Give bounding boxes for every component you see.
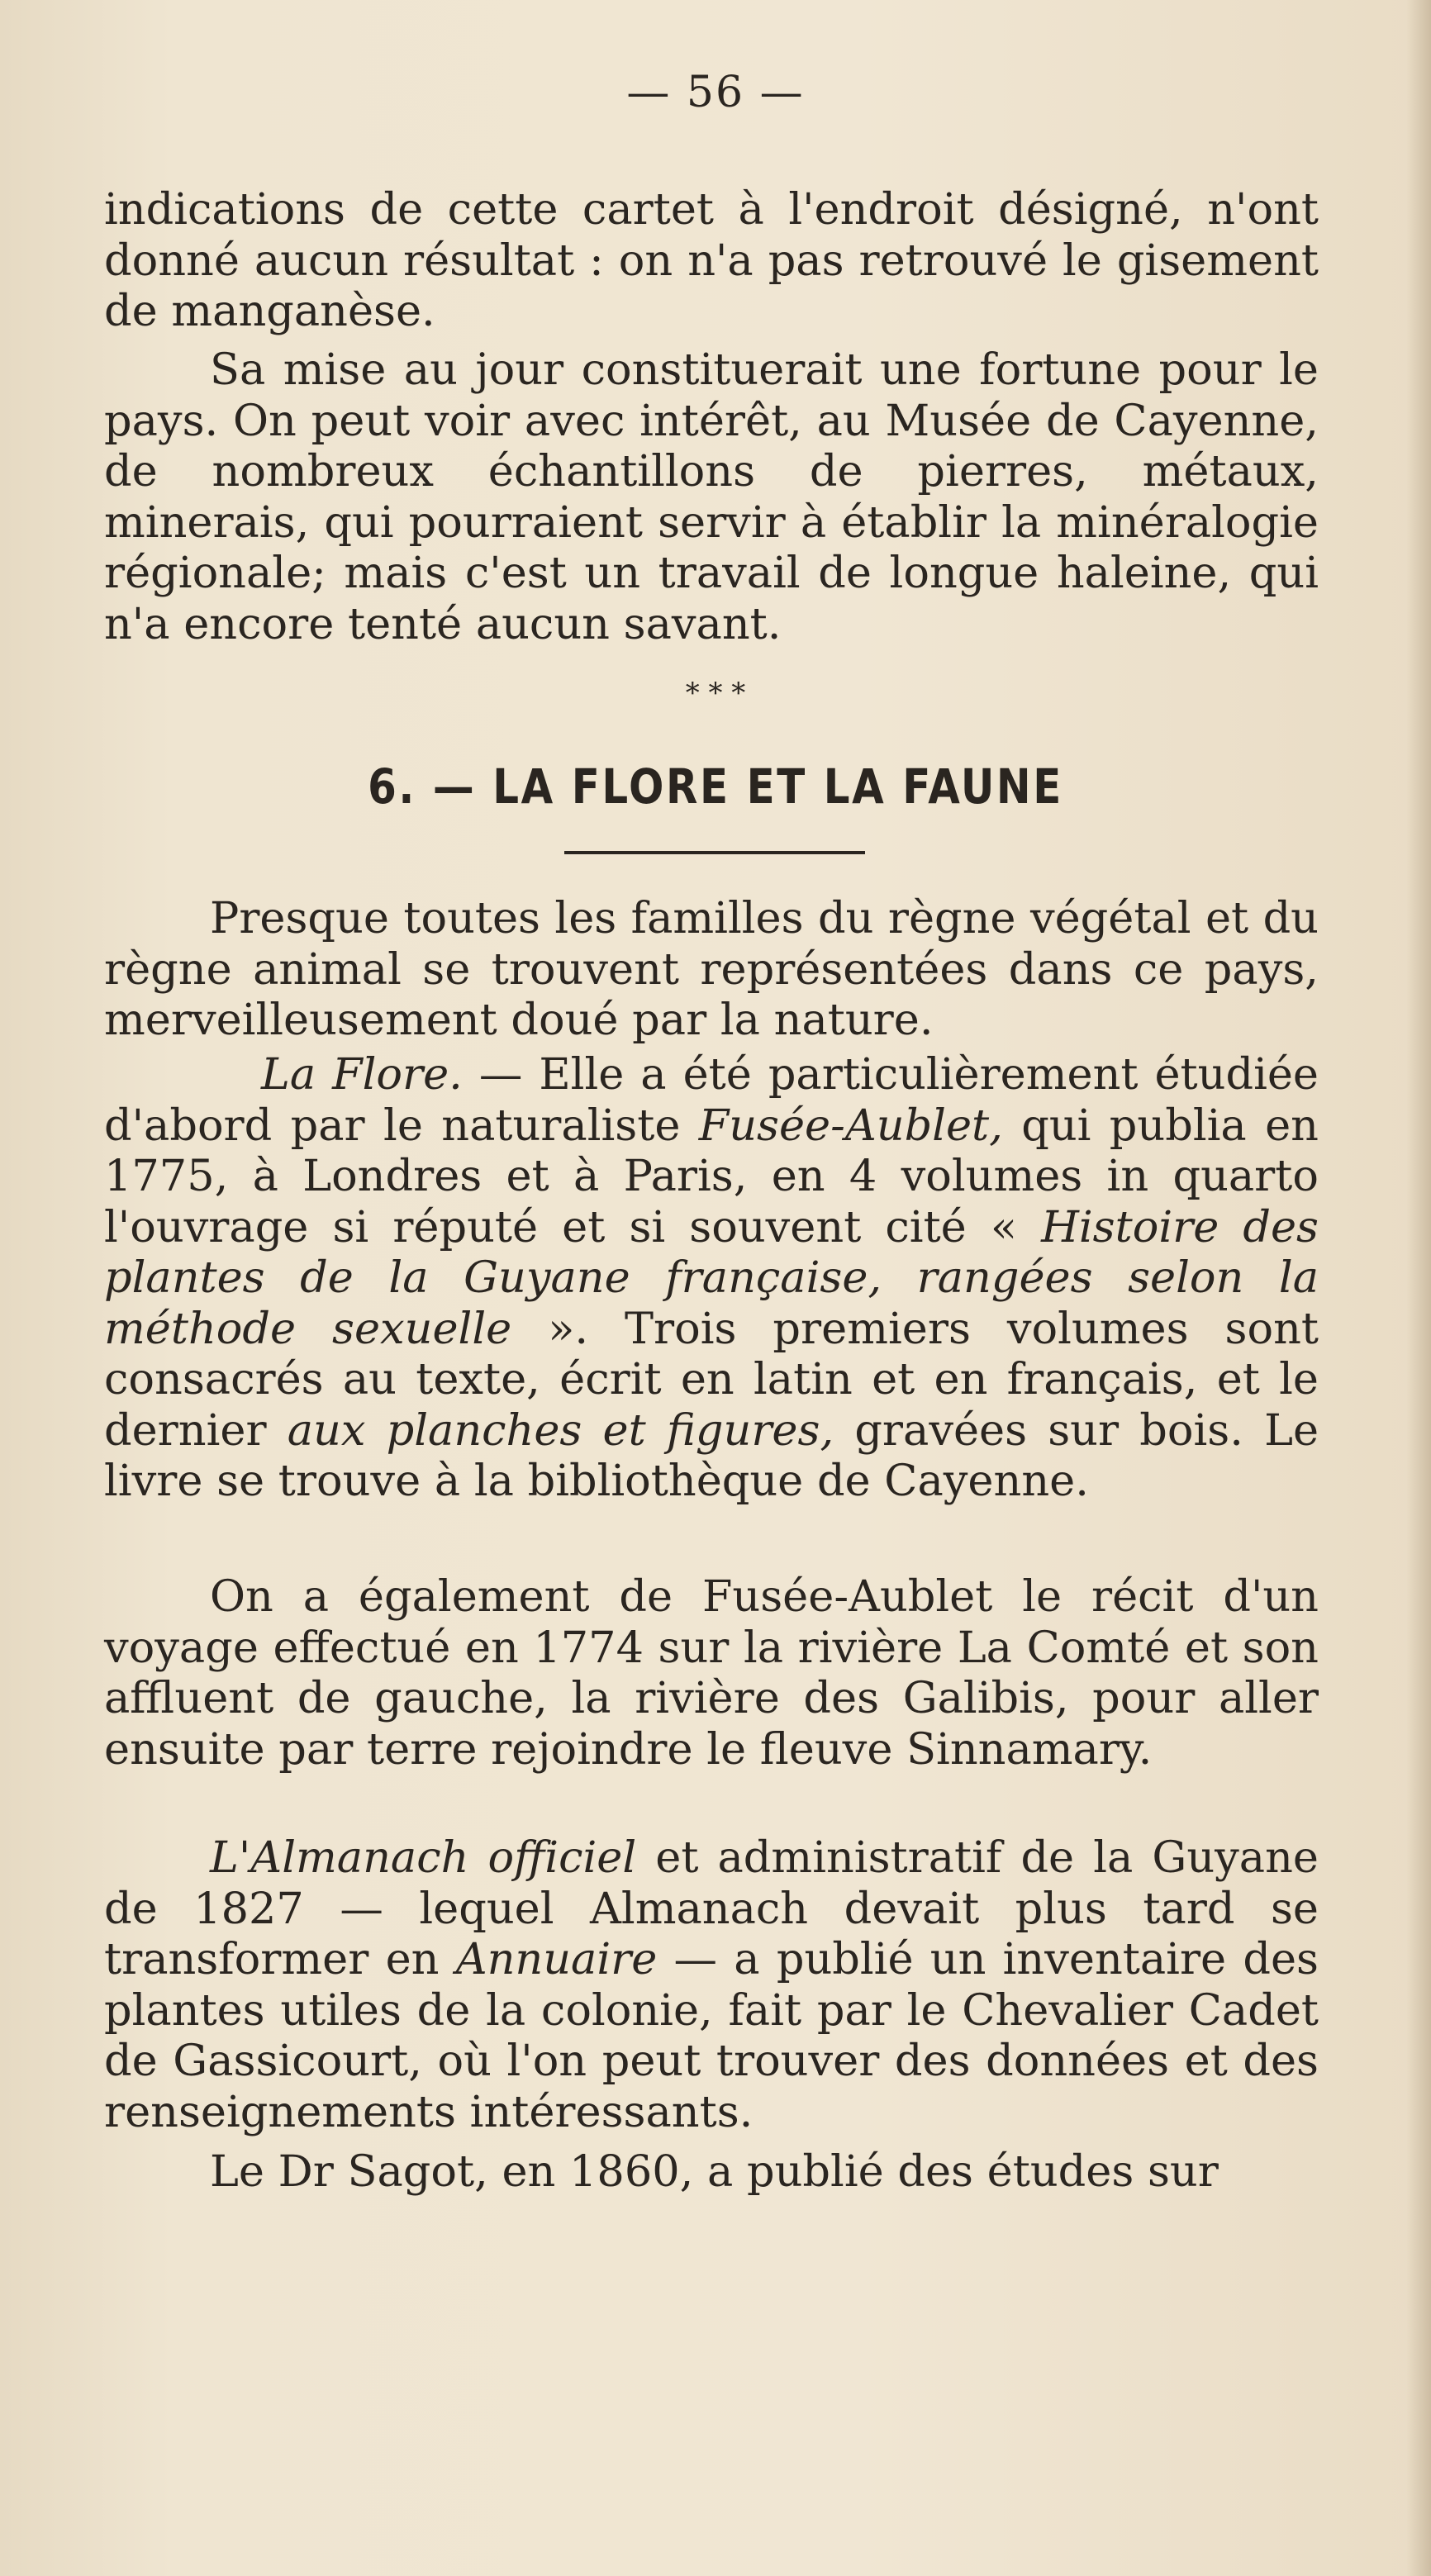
almanach-text-b: — a publié un inventaire des plantes utiles de la colonie, fait par le Chevalier Cadet de Gassicourt, où l'on peut trouver des données et des renseignements intéressants. [104,1934,1319,2137]
heading-underline [564,851,865,854]
paragraph-mineral-fortune: Sa mise au jour constituerait une fortune pour le pays. On peut voir avec intérêt, au Musée de Cayenne, de nombreux échantillons de pierres, métaux, minerais, qui pourraient servir à établir la minéralogie régionale; mais c'est un travail de longue haleine, qui n'a encore tenté aucun savant. [104,345,1319,649]
flora-subheading: La Flore. [261,1049,463,1100]
annuaire-title: Annuaire [455,1934,658,1984]
paragraph-flora-fauna-intro: Presque toutes les familles du règne végétal et du règne animal se trouvent représentées dans ce pays, merveilleusement doué par la nature. [104,893,1319,1045]
flora-text-c: ». Trois premiers volumes sont consacrés au texte, écrit en latin et en français, et le dernier [104,1303,1319,1456]
book-title: Histoire des plantes de la Guyane française, rangées selon la méthode sexuelle [104,1201,1319,1354]
paragraph-sagot: Le Dr Sagot, en 1860, a publié des études sur [210,2146,1219,2197]
flora-text-a: — Elle a été particulièrement étudiée d'abord par le naturaliste [104,1049,1319,1151]
plates-phrase: aux planches et figures, [287,1404,834,1456]
almanach-text-a: et administratif de la Guyane de 1827 — lequel Almanach devait plus tard se transformer en [104,1832,1319,1984]
paragraph-voyage: On a également de Fusée-Aublet le récit d'un voyage effectué en 1774 sur la rivière La Comté et son affluent de gauche, la rivière des Galibis, pour aller ensuite par terre rejoindre le fleuve Sinnamary. [104,1571,1319,1775]
section-heading: 6. — LA FLORE ET LA FAUNE [368,758,1063,815]
author-name: Fusée-Aublet, [698,1100,1003,1151]
section-ornament: * * * [685,677,746,710]
almanach-title: L'Almanach officiel [210,1832,637,1883]
paragraph-la-flore [104,1049,1319,1507]
paragraph-manganese-end: indications de cette cartet à l'endroit désigné, n'ont donné aucun résultat : on n'a pas retrouvé le gisement de manganèse. [104,184,1319,336]
page-edge-shadow [1406,0,1431,2576]
flora-text-b: qui publia en 1775, à Londres et à Paris, en 4 volumes in quarto l'ouvrage si réputé et si souvent cité « [104,1100,1319,1252]
paragraph-almanach [104,1832,1319,2137]
page-number: — 56 — [626,68,805,117]
flora-text-d: gravées sur bois. Le livre se trouve à la bibliothèque de Cayenne. [104,1404,1319,1506]
